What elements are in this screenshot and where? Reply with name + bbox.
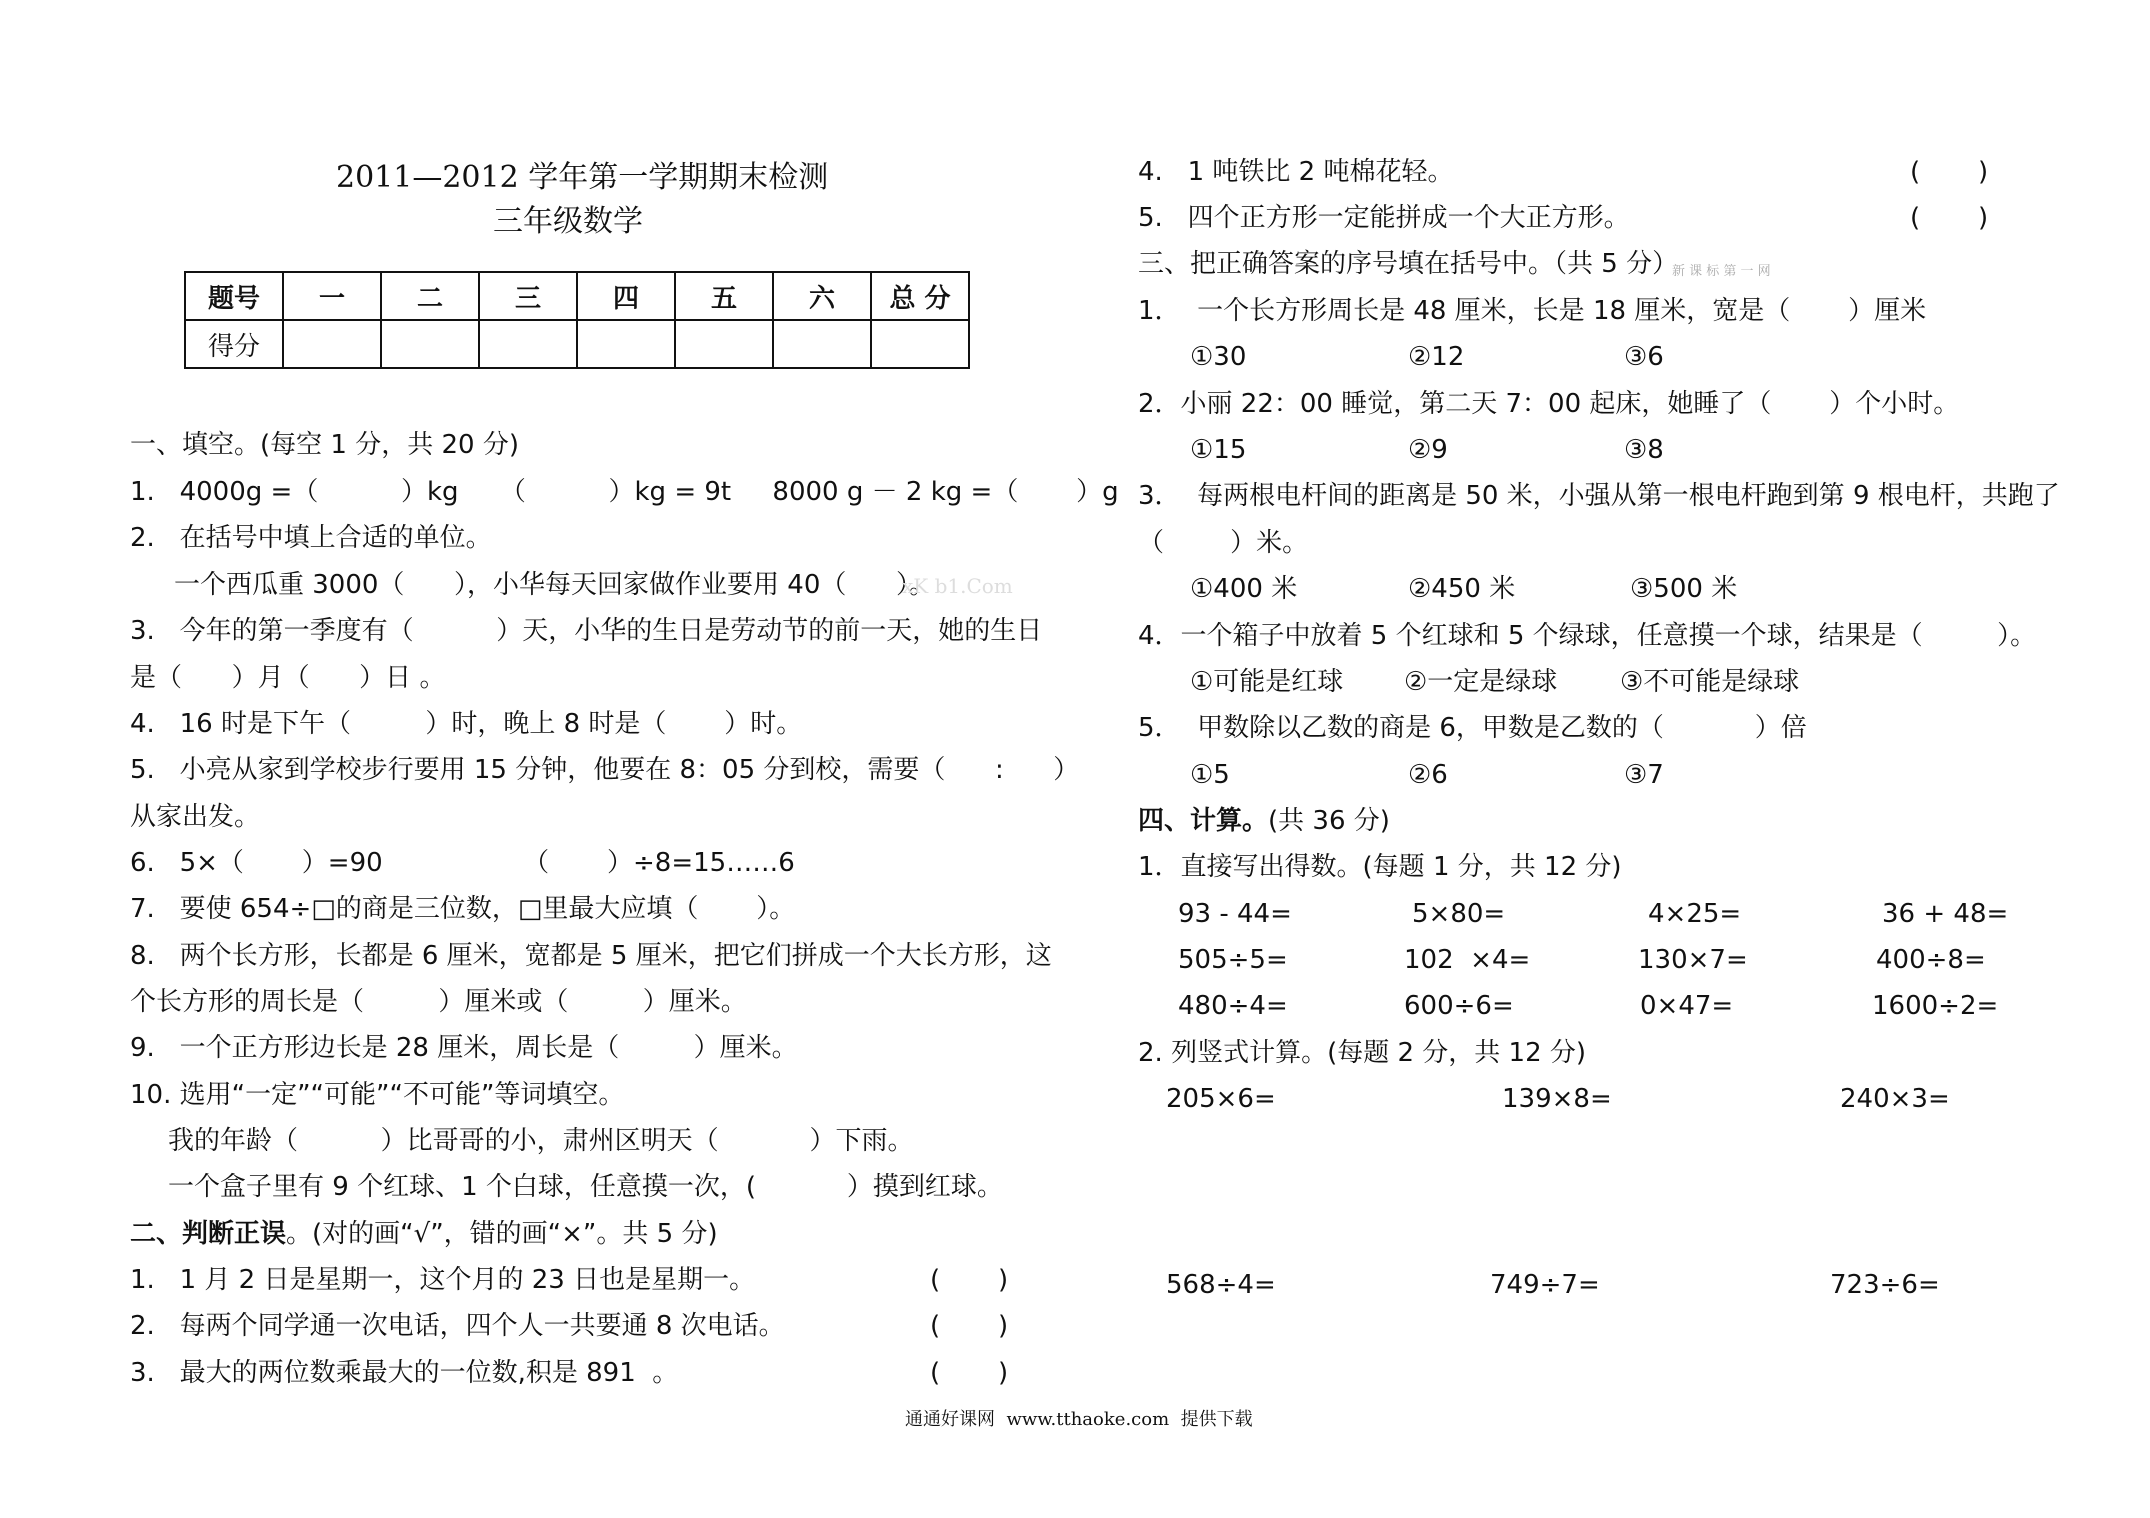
choice-q3-opt2: ②450 米 — [1408, 574, 1516, 604]
judge-q5-paren[interactable]: ( ) — [1910, 203, 1989, 233]
fill-q7: 7. 要使 654÷□的商是三位数，□里最大应填（ ）。 — [130, 894, 796, 924]
watermark-text: xK b1.Com — [902, 574, 1013, 598]
calc-part1-title: 1．直接写出得数。(每题 1 分，共 12 分) — [1138, 852, 1622, 882]
score-input-2[interactable] — [381, 320, 479, 368]
judge-q1-paren[interactable]: ( ) — [930, 1265, 1009, 1295]
choice-q5: 5． 甲数除以乙数的商是 6，甲数是乙数的（ ）倍 — [1138, 713, 1807, 743]
score-cell-2: 二 — [381, 272, 479, 320]
score-row-label: 得分 — [185, 320, 283, 368]
judge-q4: 4. 1 吨铁比 2 吨棉花轻。 — [1138, 157, 1454, 187]
fill-q1: 1. 4000g =（ ）kg （ ）kg = 9t 8000 g － 2 kg =（ ）g — [130, 477, 1119, 507]
score-cell-3: 三 — [479, 272, 577, 320]
choice-q3: 3． 每两根电杆间的距离是 50 米，小强从第一根电杆跑到第 9 根电杆，共跑了 — [1138, 481, 2060, 511]
oral-item: 480÷4= — [1178, 991, 1288, 1021]
choice-q4-opt1: ①可能是红球 — [1190, 667, 1344, 697]
choice-q4-opt3: ③不可能是绿球 — [1620, 667, 1800, 697]
oral-item: 1600÷2= — [1872, 991, 1999, 1021]
footer-credit: 通通好课网 www.tthaoke.com 提供下载 — [905, 1409, 1253, 1430]
oral-item: 5×80= — [1412, 899, 1506, 929]
oral-item: 36 + 48= — [1882, 899, 2009, 929]
section-2-title-bold: 二、判断正误 — [130, 1219, 287, 1249]
fill-q8-cont: 个长方形的周长是（ ）厘米或（ ）厘米。 — [130, 987, 747, 1017]
exam-title: 2011—2012 学年第一学期期末检测 — [336, 160, 829, 195]
score-input-3[interactable] — [479, 320, 577, 368]
choice-q1: 1． 一个长方形周长是 48 厘米，长是 18 厘米，宽是（ ）厘米 — [1138, 296, 1927, 326]
choice-q2-opt3: ③8 — [1624, 435, 1664, 465]
oral-item: 4×25= — [1648, 899, 1742, 929]
exam-subtitle: 三年级数学 — [493, 204, 643, 239]
section-4-title — [1138, 804, 1390, 838]
oral-item: 102 ×4= — [1404, 945, 1531, 975]
fill-q10: 10. 选用“一定”“可能”“不可能”等词填空。 — [130, 1080, 625, 1110]
score-input-5[interactable] — [675, 320, 773, 368]
score-cell-1: 一 — [283, 272, 381, 320]
fill-q6: 6. 5×（ ）=90 （ ）÷8=15……6 — [130, 848, 795, 878]
judge-q3: 3. 最大的两位数乘最大的一位数,积是 891 。 — [130, 1358, 679, 1388]
score-cell-5: 五 — [675, 272, 773, 320]
fill-q9: 9. 一个正方形边长是 28 厘米，周长是（ ）厘米。 — [130, 1033, 798, 1063]
fill-q4: 4. 16 时是下午（ ）时，晚上 8 时是（ ）时。 — [130, 709, 803, 739]
oral-item: 0×47= — [1640, 991, 1734, 1021]
score-table-score-row — [185, 320, 969, 368]
section-4-title-bold: 四、计算。 — [1138, 806, 1269, 836]
choice-q2: 2．小丽 22：00 睡觉，第二天 7：00 起床，她睡了（ ）个小时。 — [1138, 389, 1960, 419]
vertical-item: 723÷6= — [1830, 1270, 1940, 1300]
vertical-item: 240×3= — [1840, 1084, 1950, 1114]
choice-q2-opt2: ②9 — [1408, 435, 1448, 465]
oral-item: 130×7= — [1638, 945, 1748, 975]
score-input-4[interactable] — [577, 320, 675, 368]
choice-q3-opt3: ③500 米 — [1630, 574, 1738, 604]
score-table-header-row — [185, 272, 969, 320]
choice-q4: 4．一个箱子中放着 5 个红球和 5 个绿球，任意摸一个球，结果是（ ）。 — [1138, 621, 2037, 651]
judge-q1: 1. 1 月 2 日是星期一，这个月的 23 日也是星期一。 — [130, 1265, 756, 1295]
fill-q3-cont: 是（ ）月（ ）日 。 — [130, 663, 446, 693]
score-input-6[interactable] — [773, 320, 871, 368]
score-table — [184, 271, 970, 369]
section-3-title: 三、把正确答案的序号填在括号中。（共 5 分） — [1138, 249, 1679, 279]
judge-q2: 2. 每两个同学通一次电话，四个人一共要通 8 次电话。 — [130, 1311, 785, 1341]
choice-q1-opt1: ①30 — [1190, 342, 1247, 372]
oral-item: 505÷5= — [1178, 945, 1288, 975]
vertical-item: 749÷7= — [1490, 1270, 1600, 1300]
vertical-item: 205×6= — [1166, 1084, 1276, 1114]
judge-q5: 5. 四个正方形一定能拼成一个大正方形。 — [1138, 203, 1630, 233]
section-2-title — [130, 1217, 718, 1251]
choice-q1-opt2: ②12 — [1408, 342, 1465, 372]
oral-item: 400÷8= — [1876, 945, 1986, 975]
faint-watermark: 新 课 标 第 一 网 — [1672, 264, 1771, 279]
choice-q3-opt1: ①400 米 — [1190, 574, 1298, 604]
score-input-1[interactable] — [283, 320, 381, 368]
fill-q10-line2: 一个盒子里有 9 个红球、1 个白球，任意摸一次，( ）摸到红球。 — [168, 1172, 1003, 1202]
choice-q2-opt1: ①15 — [1190, 435, 1247, 465]
choice-q5-opt3: ③7 — [1624, 760, 1664, 790]
fill-q8: 8. 两个长方形，长都是 6 厘米，宽都是 5 厘米，把它们拼成一个大长方形，这 — [130, 941, 1052, 971]
section-4-title-rest: (共 36 分) — [1268, 806, 1390, 836]
oral-item: 93 - 44= — [1178, 899, 1292, 929]
calc-part2-title: 2. 列竖式计算。(每题 2 分，共 12 分) — [1138, 1038, 1587, 1068]
choice-q3-cont: （ ）米。 — [1138, 528, 1309, 558]
score-cell-6: 六 — [773, 272, 871, 320]
score-cell-total: 总 分 — [871, 272, 969, 320]
fill-q3: 3. 今年的第一季度有（ ）天，小华的生日是劳动节的前一天，她的生日 — [130, 616, 1043, 646]
section-1-title: 一、填空。(每空 1 分，共 20 分) — [130, 430, 519, 460]
choice-q5-opt2: ②6 — [1408, 760, 1448, 790]
fill-q2: 2. 在括号中填上合适的单位。 — [130, 523, 492, 553]
fill-q10-line1: 我的年龄（ ）比哥哥的小，肃州区明天（ ）下雨。 — [168, 1126, 914, 1156]
score-cell-4: 四 — [577, 272, 675, 320]
oral-item: 600÷6= — [1404, 991, 1514, 1021]
fill-q5: 5. 小亮从家到学校步行要用 15 分钟，他要在 8：05 分到校，需要（ : ） — [130, 755, 1080, 785]
judge-q3-paren[interactable]: ( ) — [930, 1358, 1009, 1388]
score-cell-label: 题号 — [185, 272, 283, 320]
choice-q4-opt2: ②一定是绿球 — [1404, 667, 1558, 697]
vertical-item: 568÷4= — [1166, 1270, 1276, 1300]
judge-q4-paren[interactable]: ( ) — [1910, 157, 1989, 187]
fill-q2-line: 一个西瓜重 3000（ ），小华每天回家做作业要用 40（ ）。 — [174, 570, 935, 600]
judge-q2-paren[interactable]: ( ) — [930, 1311, 1009, 1341]
score-input-total[interactable] — [871, 320, 969, 368]
choice-q1-opt3: ③6 — [1624, 342, 1664, 372]
vertical-item: 139×8= — [1502, 1084, 1612, 1114]
section-2-title-rest: 。(对的画“√”，错的画“×”。共 5 分) — [286, 1219, 718, 1249]
choice-q5-opt1: ①5 — [1190, 760, 1230, 790]
fill-q5-cont: 从家出发。 — [130, 802, 261, 832]
